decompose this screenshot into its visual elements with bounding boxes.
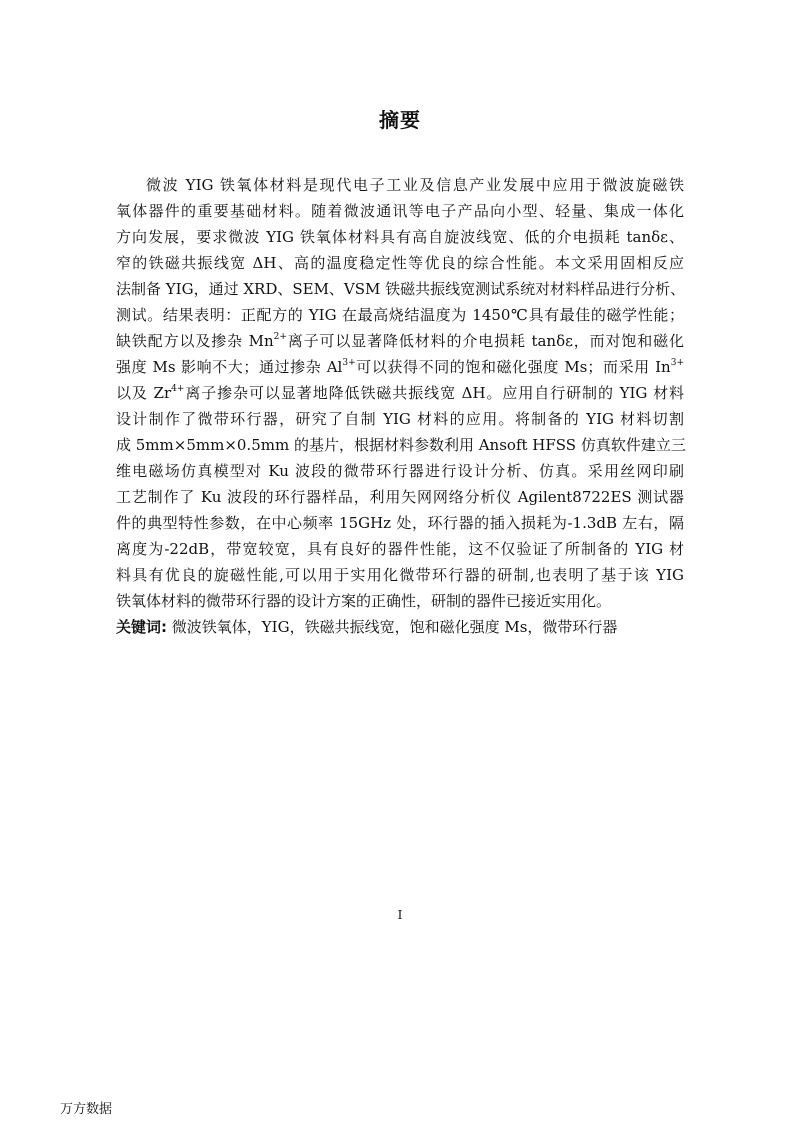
abstract-line: 料具有优良的旋磁性能,可以用于实用化微带环行器的研制,也表明了基于该 YIG bbox=[116, 566, 684, 584]
text-run: 以及 Zr bbox=[116, 384, 172, 402]
abstract-line bbox=[116, 354, 684, 380]
abstract-line: 铁氧体材料的微带环行器的设计方案的正确性，研制的器件已接近实用化。 bbox=[116, 592, 612, 610]
page-number: I bbox=[397, 908, 403, 922]
text-run: 缺铁配方以及掺杂 Mn bbox=[116, 332, 274, 350]
page-title: 摘要 bbox=[379, 108, 421, 132]
abstract-line: 微波 YIG 铁氧体材料是现代电子工业及信息产业发展中应用于微波旋磁铁 bbox=[146, 176, 684, 194]
text-run: 可以获得不同的饱和磁化强度 Ms；而采用 In bbox=[355, 358, 671, 376]
keywords-label: 关键词: bbox=[116, 618, 167, 636]
abstract-line bbox=[116, 380, 684, 406]
abstract-line: 法制备 YIG，通过 XRD、SEM、VSM 铁磁共振线宽测试系统对材料样品进行分析、 bbox=[116, 280, 686, 298]
abstract-line: 方向发展，要求微波 YIG 铁氧体材料具有高自旋波线宽、低的介电损耗 tanδε、 bbox=[116, 228, 684, 246]
superscript: 2+ bbox=[273, 332, 287, 342]
abstract-line: 离度为-22dB，带宽较宽，具有良好的器件性能，这不仅验证了所制备的 YIG 材 bbox=[116, 540, 684, 558]
superscript: 4+ bbox=[171, 384, 185, 394]
superscript: 3+ bbox=[670, 358, 684, 368]
abstract-line: 测试。结果表明：正配方的 YIG 在最高烧结温度为 1450℃具有最佳的磁学性能； bbox=[116, 306, 684, 324]
abstract-line: 工艺制作了 Ku 波段的环行器样品，利用矢网网络分析仪 Agilent8722ES 测试器 bbox=[116, 488, 684, 506]
abstract-line bbox=[116, 328, 684, 354]
abstract-line: 成 5mm×5mm×0.5mm 的基片，根据材料参数利用 Ansoft HFSS 仿真软件建立三 bbox=[116, 436, 686, 454]
abstract-line: 氧体器件的重要基础材料。随着微波通讯等电子产品向小型、轻量、集成一体化 bbox=[116, 202, 684, 220]
abstract-body bbox=[116, 172, 684, 614]
abstract-line: 件的典型特性参数，在中心频率 15GHz 处，环行器的插入损耗为-1.3dB 左右，隔 bbox=[116, 514, 684, 532]
text-run: 强度 Ms 影响不大；通过掺杂 Al bbox=[116, 358, 343, 376]
keywords-text: 微波铁氧体，YIG，铁磁共振线宽，饱和磁化强度 Ms，微带环行器 bbox=[171, 618, 618, 636]
footer-watermark: 万方数据 bbox=[60, 1102, 113, 1117]
abstract-line: 设计制作了微带环行器，研究了自制 YIG 材料的应用。将制备的 YIG 材料切割 bbox=[116, 410, 684, 428]
superscript: 3+ bbox=[342, 358, 356, 368]
text-run: 离子掺杂可以显著地降低铁磁共振线宽 ΔH。应用自行研制的 YIG 材料 bbox=[184, 384, 684, 402]
keywords-line bbox=[116, 615, 716, 639]
abstract-line: 窄的铁磁共振线宽 ΔH、高的温度稳定性等优良的综合性能。本文采用固相反应 bbox=[116, 254, 684, 272]
text-run: 离子可以显著降低材料的介电损耗 tanδε，而对饱和磁化 bbox=[286, 332, 684, 350]
abstract-line: 维电磁场仿真模型对 Ku 波段的微带环行器进行设计分析、仿真。采用丝网印刷 bbox=[116, 462, 684, 480]
